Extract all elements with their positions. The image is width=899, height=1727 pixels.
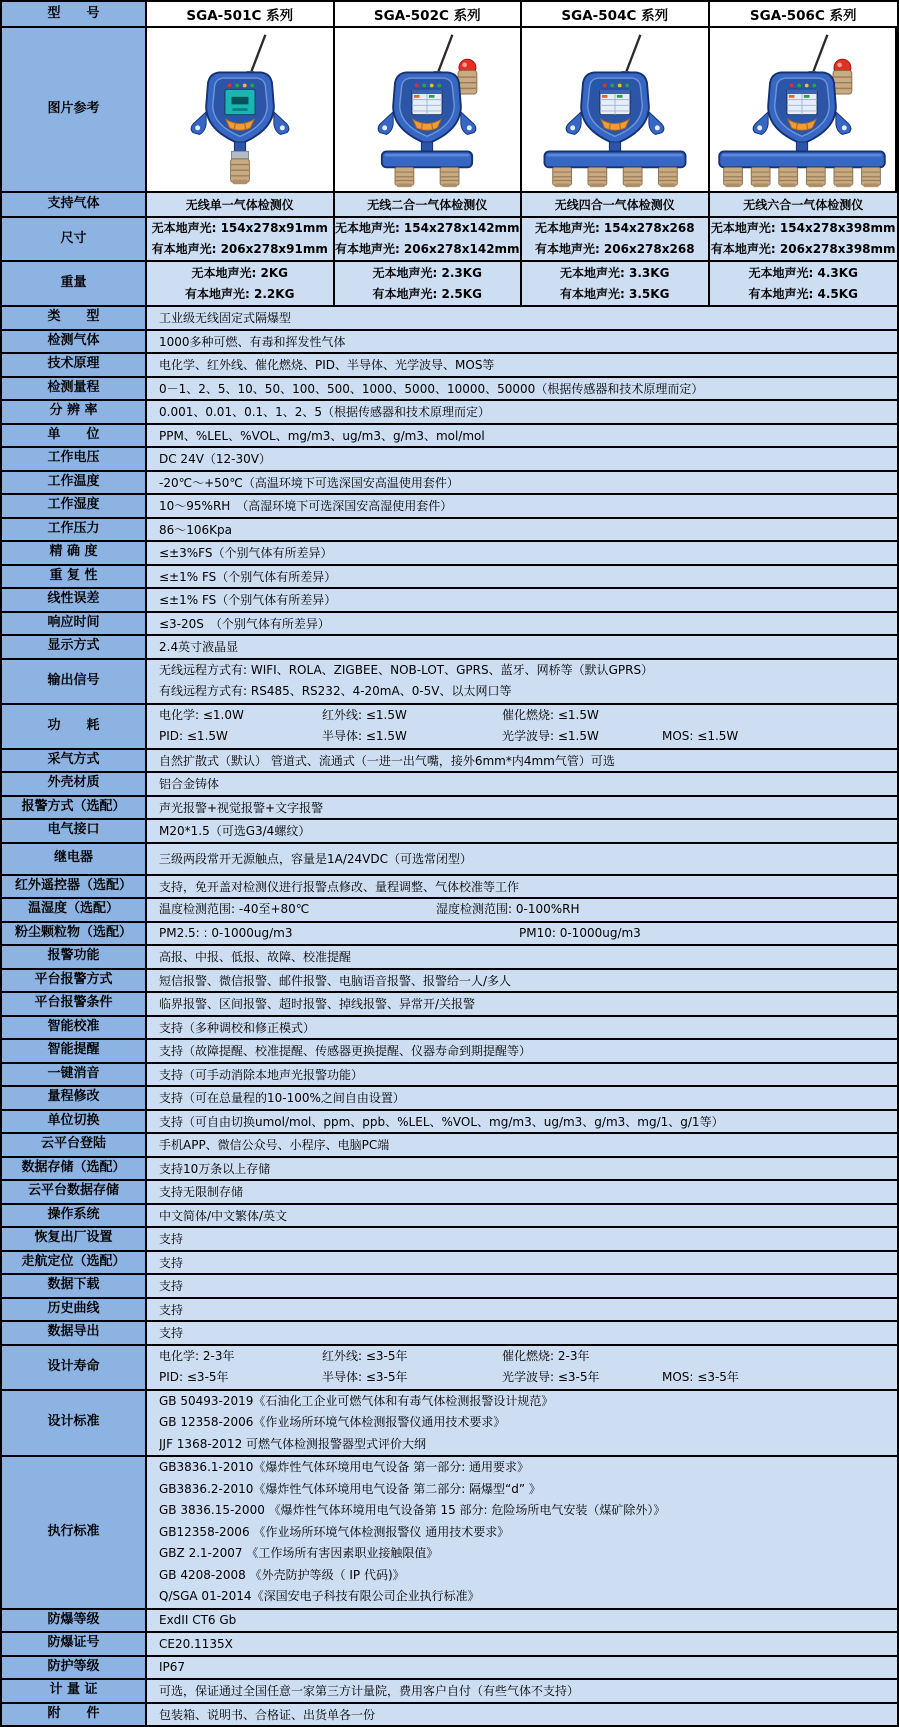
spec-row-platform-alarm-cond <box>2 993 897 1017</box>
row-label: 精 确 度 <box>2 542 147 564</box>
spec-row-data-download <box>2 1275 897 1299</box>
spec-row-dust <box>2 923 897 947</box>
model-header-sga-501c: SGA-501C 系列 <box>147 2 335 26</box>
row-label: 工作温度 <box>2 472 147 494</box>
row-value: 支持无限制存储 <box>147 1181 897 1203</box>
row-label: 防爆等级 <box>2 1610 147 1632</box>
row-label: 显示方式 <box>2 636 147 658</box>
product-image-sga-506c <box>711 31 893 189</box>
row-label: 智能提醒 <box>2 1040 147 1062</box>
spec-row-repeatability <box>2 566 897 590</box>
spec-row-output-signal <box>2 660 897 705</box>
spec-row-resolution <box>2 401 897 425</box>
row-value: 三级两段常开无源触点，容量是1A/24VDC（可选常闭型） <box>147 844 897 874</box>
spec-row-smart-reminder <box>2 1040 897 1064</box>
model-header-sga-506c: SGA-506C 系列 <box>710 2 897 26</box>
row-value: 支持（多种调校和修正模式） <box>147 1017 897 1039</box>
spec-row-detect-gas <box>2 331 897 355</box>
value-line: GB 50493-2019《石油化工企业可燃气体和有毒气体检测报警设计规范》 <box>159 1393 554 1408</box>
value-line: Q/SGA 01-2014《深国安电子科技有限公司企业执行标准》 <box>159 1589 480 1603</box>
supported-gas-501c: 无线单一气体检测仪 <box>147 193 335 216</box>
size-506c: 无本地声光: 154x278x398mm 有本地声光: 206x278x398mm <box>710 218 897 260</box>
row-value: 支持（可手动消除本地声光报警功能） <box>147 1064 897 1086</box>
spec-row-smart-calibration <box>2 1017 897 1041</box>
spec-row-voltage <box>2 448 897 472</box>
row-label: 红外遥控器（选配） <box>2 876 147 898</box>
row-value: 可选，保证通过全国任意一家第三方计量院，费用客户自付（有些气体不支持） <box>147 1680 897 1702</box>
spec-row-unit-switch <box>2 1111 897 1135</box>
row-value: 支持 <box>147 1228 897 1250</box>
row-label: 响应时间 <box>2 613 147 635</box>
row-label: 一键消音 <box>2 1064 147 1086</box>
row-value: 支持 <box>147 1322 897 1344</box>
spec-row-temp-humidity <box>2 899 897 923</box>
supported-gas-502c: 无线二合一气体检测仪 <box>335 193 523 216</box>
spec-row-platform-alarm-mode <box>2 970 897 994</box>
spec-row-os <box>2 1205 897 1229</box>
row-value: 2.4英寸液晶显 <box>147 636 897 658</box>
value-line: GBZ 2.1-2007 《工作场所有害因素职业接触限值》 <box>159 1546 439 1560</box>
supported-gas-row <box>2 193 897 218</box>
spec-row-display <box>2 636 897 660</box>
value-segment: 湿度检测范围: 0-100%RH <box>436 902 580 916</box>
row-label: 粉尘颗粒物（选配） <box>2 923 147 945</box>
row-value: 支持 <box>147 1299 897 1321</box>
row-value: ≤3-20S （个别气体有所差异） <box>147 613 897 635</box>
row-label: 检测气体 <box>2 331 147 353</box>
size-502c: 无本地声光: 154x278x142mm 有本地声光: 206x278x142mm <box>335 218 523 260</box>
spec-row-range-modify <box>2 1087 897 1111</box>
row-value: 支持 <box>147 1252 897 1274</box>
row-value: ExdII CT6 Gb <box>147 1610 897 1632</box>
value-line: JJF 1368-2012 可燃气体检测报警器型式评价大纲 <box>159 1436 427 1451</box>
spec-row-shell <box>2 773 897 797</box>
row-value: 中文简体/中文繁体/英文 <box>147 1205 897 1227</box>
product-image-sga-504c <box>524 31 706 189</box>
spec-row-pressure <box>2 519 897 543</box>
row-label: 云平台数据存储 <box>2 1181 147 1203</box>
spec-row-data-storage <box>2 1158 897 1182</box>
row-value: 86～106Kpa <box>147 519 897 541</box>
spec-row-protection-class <box>2 1657 897 1681</box>
row-value: 支持（可在总量程的10-100%之间自由设置） <box>147 1087 897 1109</box>
row-label: 单位切换 <box>2 1111 147 1133</box>
value-segment: 红外线: ≤1.5W <box>322 707 407 722</box>
row-label: 检测量程 <box>2 378 147 400</box>
weight-504c: 无本地声光: 3.3KG 有本地声光: 3.5KG <box>522 262 710 305</box>
value-line <box>159 923 897 945</box>
spec-row-range <box>2 378 897 402</box>
spec-row-one-key-mute <box>2 1064 897 1088</box>
spec-row-accessories <box>2 1704 897 1726</box>
value-segment: MOS: ≤3-5年 <box>662 1370 739 1384</box>
row-label: 走航定位（选配） <box>2 1252 147 1274</box>
value-line: GB3836.1-2010《爆炸性气体环境用电气设备 第一部分: 通用要求》 <box>159 1460 530 1474</box>
row-value: 工业级无线固定式隔爆型 <box>147 307 897 329</box>
row-value: 声光报警+视觉报警+文字报警 <box>147 797 897 819</box>
row-label: 单 位 <box>2 425 147 447</box>
row-value: 支持 <box>147 1275 897 1297</box>
row-label: 数据下载 <box>2 1275 147 1297</box>
value-segment: 半导体: ≤1.5W <box>322 729 407 743</box>
row-value: -20℃～+50℃（高温环境下可选深国安高温使用套件） <box>147 472 897 494</box>
row-label: 附 件 <box>2 1704 147 1726</box>
row-value <box>147 660 897 703</box>
spec-row-metrology-cert <box>2 1680 897 1704</box>
row-label: 防护等级 <box>2 1657 147 1679</box>
value-line <box>159 1346 897 1368</box>
row-label: 温湿度（选配） <box>2 899 147 921</box>
row-label: 技术原理 <box>2 354 147 376</box>
row-label: 类 型 <box>2 307 147 329</box>
spec-row-nav-location <box>2 1252 897 1276</box>
row-label: 电气接口 <box>2 820 147 842</box>
row-value: 高报、中报、低报、故障、校准提醒 <box>147 946 897 968</box>
spec-row-response-time <box>2 613 897 637</box>
row-value: 短信报警、微信报警、邮件报警、电脑语音报警、报警给一人/多人 <box>147 970 897 992</box>
value-line: GB12358-2006 《作业场所环境气体检测报警仪 通用技术要求》 <box>159 1524 510 1539</box>
row-label: 恢复出厂设置 <box>2 1228 147 1250</box>
row-value: ≤±1% FS（个别气体有所差异） <box>147 566 897 588</box>
image-row-label: 图片参考 <box>2 28 147 191</box>
value-segment: PM2.5: : 0-1000ug/m3 <box>159 925 293 940</box>
spec-row-temperature <box>2 472 897 496</box>
row-value: ≤±1% FS（个别气体有所差异） <box>147 589 897 611</box>
size-row <box>2 218 897 262</box>
value-segment: MOS: ≤1.5W <box>662 729 739 743</box>
value-line: GB 12358-2006《作业场所环境气体检测报警仪通用技术要求》 <box>159 1415 506 1429</box>
row-value: 0.001、0.01、0.1、1、2、5（根据传感器和技术原理而定） <box>147 401 897 423</box>
row-value: 手机APP、微信公众号、小程序、电脑PC端 <box>147 1134 897 1156</box>
spec-row-explosion-cert <box>2 1633 897 1657</box>
row-label: 报警功能 <box>2 946 147 968</box>
value-segment: PID: ≤1.5W <box>159 729 228 743</box>
row-value: 铝合金铸体 <box>147 773 897 795</box>
row-label: 分 辨 率 <box>2 401 147 423</box>
product-image-sga-501c <box>149 31 331 189</box>
row-label: 云平台登陆 <box>2 1134 147 1156</box>
header-label: 型 号 <box>2 2 147 26</box>
row-value: 电化学、红外线、催化燃烧、PID、半导体、光学波导、MOS等 <box>147 354 897 376</box>
spec-row-ir-remote <box>2 876 897 900</box>
row-value <box>147 1457 897 1608</box>
row-label: 平台报警条件 <box>2 993 147 1015</box>
row-label: 支持气体 <box>2 193 147 216</box>
model-header-sga-504c: SGA-504C 系列 <box>522 2 710 26</box>
row-label: 智能校准 <box>2 1017 147 1039</box>
value-segment: 电化学: 2-3年 <box>159 1348 235 1363</box>
spec-row-data-export <box>2 1322 897 1346</box>
row-label: 执行标准 <box>2 1457 147 1608</box>
spec-row-history-curve <box>2 1299 897 1323</box>
spec-row-relay <box>2 844 897 876</box>
row-label: 平台报警方式 <box>2 970 147 992</box>
supported-gas-504c: 无线四合一气体检测仪 <box>522 193 710 216</box>
weight-502c: 无本地声光: 2.3KG 有本地声光: 2.5KG <box>335 262 523 305</box>
row-label: 继电器 <box>2 844 147 874</box>
row-label: 输出信号 <box>2 660 147 703</box>
value-line <box>159 899 897 921</box>
value-line: GB 4208-2008 《外壳防护等级（ IP 代码)》 <box>159 1567 405 1582</box>
row-label: 计 量 证 <box>2 1680 147 1702</box>
row-value: 支持（故障提醒、校准提醒、传感器更换提醒、仪器寿命到期提醒等） <box>147 1040 897 1062</box>
value-line: GB 3836.15-2000 《爆炸性气体环境用电气设备第 15 部分: 危险场所电气安装（煤矿除外）》 <box>159 1503 666 1517</box>
spec-row-accuracy <box>2 542 897 566</box>
row-label: 数据导出 <box>2 1322 147 1344</box>
spec-row-factory-reset <box>2 1228 897 1252</box>
spec-row-cloud-login <box>2 1134 897 1158</box>
row-value: 支持，免开盖对检测仪进行报警点修改、量程调整、气体校准等工作 <box>147 876 897 898</box>
row-value: 10～95%RH （高湿环境下可选深国安高湿使用套件） <box>147 495 897 517</box>
row-label: 功 耗 <box>2 705 147 748</box>
product-image-sga-502c <box>336 31 518 189</box>
value-segment: 温度检测范围: -40至+80℃ <box>159 902 310 916</box>
spec-row-electrical-port <box>2 820 897 844</box>
supported-gas-506c: 无线六合一气体检测仪 <box>710 193 897 216</box>
row-label: 外壳材质 <box>2 773 147 795</box>
spec-rows <box>2 307 897 1725</box>
row-value: 临界报警、区间报警、超时报警、掉线报警、异常开/关报警 <box>147 993 897 1015</box>
spec-row-humidity <box>2 495 897 519</box>
spec-row-linearity <box>2 589 897 613</box>
row-value <box>147 899 897 921</box>
size-501c: 无本地声光: 154x278x91mm 有本地声光: 206x278x91mm <box>147 218 335 260</box>
row-value: CE20.1135X <box>147 1633 897 1655</box>
row-label: 工作电压 <box>2 448 147 470</box>
row-value <box>147 1346 897 1389</box>
value-line: GB3836.2-2010《爆炸性气体环境用电气设备 第二部分: 隔爆型“d” 》 <box>159 1481 541 1496</box>
row-label: 数据存储（选配） <box>2 1158 147 1180</box>
spec-row-explosion-class <box>2 1610 897 1634</box>
row-value: DC 24V（12-30V） <box>147 448 897 470</box>
value-segment: 催化燃烧: 2-3年 <box>502 1348 590 1363</box>
row-label: 线性误差 <box>2 589 147 611</box>
row-label: 历史曲线 <box>2 1299 147 1321</box>
value-line <box>159 1367 897 1389</box>
row-value <box>147 923 897 945</box>
model-header-sga-502c: SGA-502C 系列 <box>335 2 523 26</box>
header-row <box>2 2 897 28</box>
row-value: 1000多种可燃、有毒和挥发性气体 <box>147 331 897 353</box>
row-label: 采气方式 <box>2 750 147 772</box>
row-value: 0－1、2、5、10、50、100、500、1000、5000、10000、50000（根据传感器和技术原理而定） <box>147 378 897 400</box>
row-label: 工作湿度 <box>2 495 147 517</box>
value-line: 有线远程方式有: RS485、RS232、4-20mA、0-5V、以太网口等 <box>159 684 512 698</box>
row-value: 支持（可自由切换umol/mol、ppm、ppb、%LEL、%VOL、mg/m3、ug/m3、g/m3、mg/1、g/1等） <box>147 1111 897 1133</box>
spec-row-design-life <box>2 1346 897 1391</box>
image-row <box>2 28 897 193</box>
spec-row-principle <box>2 354 897 378</box>
row-value: 支持10万条以上存储 <box>147 1158 897 1180</box>
spec-row-power <box>2 705 897 750</box>
spec-row-design-standard <box>2 1391 897 1458</box>
value-segment: 光学波导: ≤3-5年 <box>502 1370 600 1384</box>
row-value: IP67 <box>147 1657 897 1679</box>
weight-row <box>2 262 897 307</box>
row-label: 尺寸 <box>2 218 147 260</box>
row-value: ≤±3%FS（个别气体有所差异） <box>147 542 897 564</box>
spec-row-type <box>2 307 897 331</box>
value-segment: 半导体: ≤3-5年 <box>322 1370 408 1384</box>
weight-506c: 无本地声光: 4.3KG 有本地声光: 4.5KG <box>710 262 897 305</box>
row-label: 重量 <box>2 262 147 305</box>
spec-row-unit <box>2 425 897 449</box>
value-segment: 电化学: ≤1.0W <box>159 707 244 722</box>
value-line <box>159 726 897 748</box>
value-segment: 催化燃烧: ≤1.5W <box>502 707 599 722</box>
value-segment: PID: ≤3-5年 <box>159 1370 229 1384</box>
row-value <box>147 1391 897 1456</box>
spec-row-alarm-mode <box>2 797 897 821</box>
row-value: M20*1.5（可选G3/4螺纹） <box>147 820 897 842</box>
row-label: 操作系统 <box>2 1205 147 1227</box>
spec-row-exec-standard <box>2 1457 897 1610</box>
row-value: 自然扩散式（默认） 管道式、流通式（一进一出气嘴，接外6mm*内4mm气管）可选 <box>147 750 897 772</box>
spec-row-cloud-storage <box>2 1181 897 1205</box>
spec-row-sampling <box>2 750 897 774</box>
row-label: 报警方式（选配） <box>2 797 147 819</box>
row-label: 设计寿命 <box>2 1346 147 1389</box>
row-value: 包装箱、说明书、合格证、出货单各一份 <box>147 1704 897 1726</box>
value-segment: 光学波导: ≤1.5W <box>502 729 599 743</box>
value-segment: PM10: 0-1000ug/m3 <box>519 925 641 940</box>
size-504c: 无本地声光: 154x278x268 有本地声光: 206x278x268 <box>522 218 710 260</box>
row-label: 防爆证号 <box>2 1633 147 1655</box>
weight-501c: 无本地声光: 2KG 有本地声光: 2.2KG <box>147 262 335 305</box>
row-label: 工作压力 <box>2 519 147 541</box>
value-segment: 红外线: ≤3-5年 <box>322 1348 408 1363</box>
spec-row-alarm-func <box>2 946 897 970</box>
row-value <box>147 705 897 748</box>
value-line: 无线远程方式有: WIFI、ROLA、ZIGBEE、NOB-LOT、GPRS、蓝牙、网桥等（默认GPRS） <box>159 662 654 677</box>
row-value: PPM、%LEL、%VOL、mg/m3、ug/m3、g/m3、mol/mol <box>147 425 897 447</box>
row-label: 重 复 性 <box>2 566 147 588</box>
value-line <box>159 705 897 727</box>
row-label: 设计标准 <box>2 1391 147 1456</box>
row-label: 量程修改 <box>2 1087 147 1109</box>
